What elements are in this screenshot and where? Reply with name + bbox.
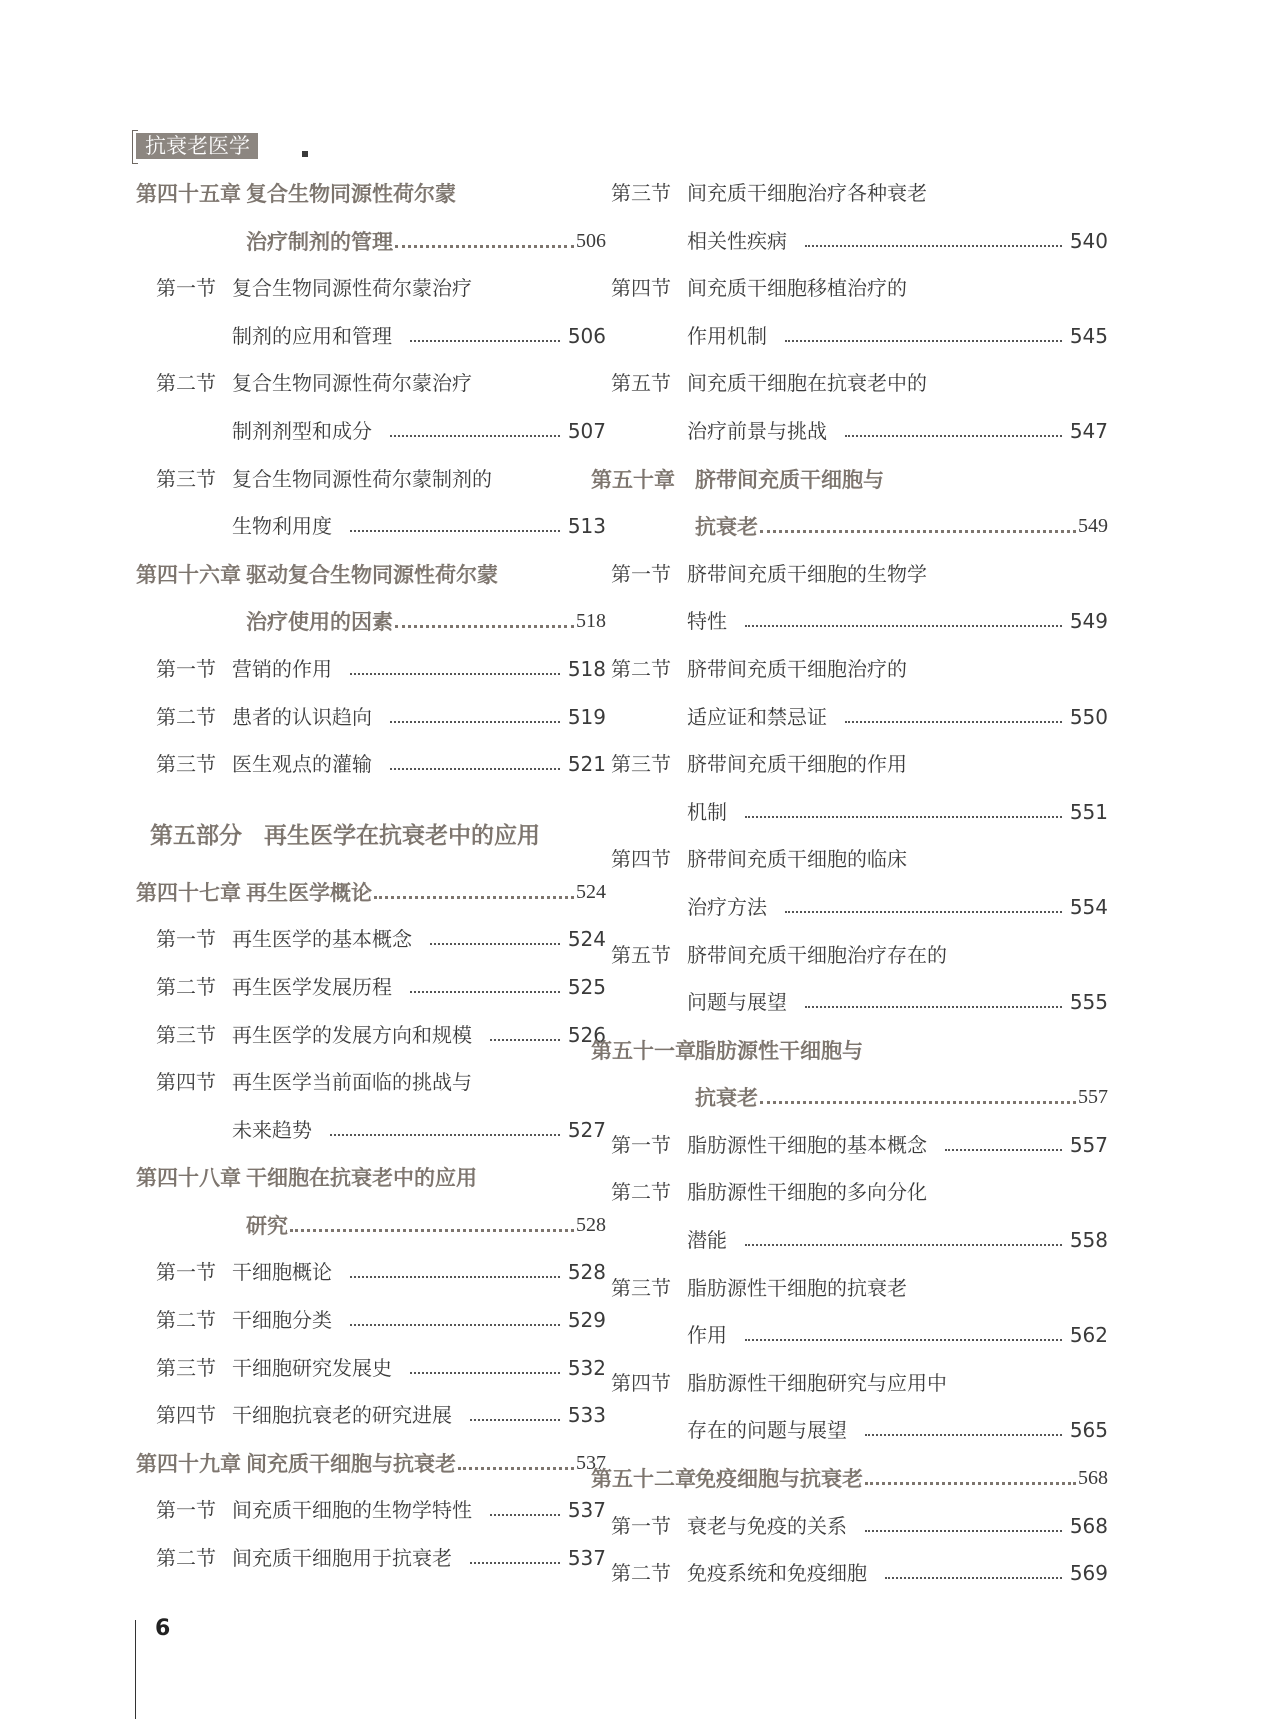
section-entry	[150, 916, 606, 964]
part-label: 第五部分	[150, 821, 242, 849]
section-title-cont: 机制	[687, 799, 727, 824]
section-entry	[150, 1345, 606, 1393]
section-label: 第五节	[611, 371, 671, 396]
section-entry	[150, 1012, 606, 1060]
chapter-label: 第四十五章	[136, 181, 241, 206]
chapter-entry-cont	[650, 503, 1108, 551]
section-title: 脐带间充质干细胞的生物学	[687, 561, 927, 586]
leader-dots	[945, 1149, 1062, 1151]
section-title: 脂肪源性干细胞研究与应用中	[687, 1370, 947, 1395]
leader-dots	[805, 1006, 1062, 1008]
section-title: 脂肪源性干细胞的基本概念	[687, 1132, 927, 1157]
leader-dots	[395, 245, 574, 248]
chapter-label: 第五十章	[591, 466, 675, 492]
section-page: 532	[567, 1355, 606, 1380]
section-entry	[150, 1249, 606, 1297]
leader-dots	[745, 625, 1062, 627]
section-entry	[150, 741, 606, 789]
chapter-title-cont: 治疗使用的因素	[246, 609, 393, 635]
section-title: 衰老与免疫的关系	[687, 1513, 847, 1538]
chapter-entry	[136, 170, 606, 218]
section-title: 患者的认识趋向	[232, 704, 372, 729]
chapter-label: 第四十七章	[136, 879, 241, 905]
chapter-entry	[591, 456, 1108, 504]
section-page: 524	[567, 927, 606, 952]
leader-dots	[760, 530, 1076, 533]
chapter-label: 第四十八章	[136, 1165, 241, 1191]
section-label: 第三节	[611, 1275, 671, 1300]
section-label: 第二节	[156, 371, 216, 396]
section-page: 558	[1069, 1228, 1108, 1253]
section-entry	[150, 265, 606, 313]
section-page: 540	[1069, 228, 1108, 253]
section-label: 第一节	[611, 1132, 671, 1157]
section-page: 525	[567, 974, 606, 999]
section-page: 568	[1069, 1513, 1108, 1538]
section-title: 再生医学的发展方向和规模	[232, 1022, 472, 1047]
section-title: 干细胞抗衰老的研究进展	[232, 1403, 452, 1428]
chapter-title: 免疫细胞与抗衰老	[695, 1466, 863, 1492]
section-label: 第四节	[156, 1403, 216, 1428]
chapter-entry	[136, 1440, 606, 1488]
section-entry-cont	[650, 694, 1108, 742]
leader-dots	[330, 1134, 560, 1136]
section-title: 脐带间充质干细胞的临床	[687, 847, 907, 872]
chapter-page: 568	[1078, 1467, 1108, 1490]
section-entry	[611, 646, 1108, 694]
section-label: 第四节	[156, 1070, 216, 1095]
section-label: 第四节	[611, 276, 671, 301]
section-title-cont: 潜能	[687, 1228, 727, 1253]
leader-dots	[410, 1372, 560, 1374]
margin-rule	[135, 1620, 136, 1719]
leader-dots	[395, 625, 574, 628]
leader-dots	[410, 340, 560, 342]
section-page: 555	[1069, 990, 1108, 1015]
section-title: 间充质干细胞治疗各种衰老	[687, 181, 927, 205]
section-label: 第二节	[156, 1546, 216, 1571]
chapter-entry	[591, 1027, 1108, 1075]
chapter-entry-cont	[150, 1202, 606, 1250]
leader-dots	[805, 245, 1062, 247]
chapter-entry	[591, 1455, 1108, 1503]
section-title: 复合生物同源性荷尔蒙治疗	[232, 276, 472, 301]
section-label: 第一节	[156, 927, 216, 952]
section-entry	[611, 1265, 1108, 1313]
leader-dots	[350, 673, 560, 675]
leader-dots	[760, 1101, 1076, 1104]
chapter-title-cont: 研究	[246, 1212, 288, 1238]
section-entry	[611, 741, 1108, 789]
section-label: 第二节	[156, 1308, 216, 1333]
section-title: 间充质干细胞在抗衰老中的	[687, 371, 927, 396]
leader-dots	[374, 896, 574, 899]
section-page: 507	[567, 418, 606, 443]
leader-dots	[390, 721, 560, 723]
section-page: 562	[1069, 1323, 1108, 1348]
leader-dots	[885, 1577, 1062, 1579]
section-title: 再生医学的基本概念	[232, 927, 412, 952]
chapter-entry-cont	[150, 598, 606, 646]
section-title: 脐带间充质干细胞治疗的	[687, 656, 907, 681]
section-label: 第一节	[611, 1513, 671, 1538]
section-page: 569	[1069, 1561, 1108, 1586]
section-entry-cont	[650, 313, 1108, 361]
leader-dots	[390, 435, 560, 437]
section-label: 第二节	[611, 1561, 671, 1586]
chapter-page: 557	[1078, 1086, 1108, 1109]
section-entry	[150, 646, 606, 694]
chapter-title: 脐带间充质干细胞与	[695, 466, 884, 492]
leader-dots	[745, 1339, 1062, 1341]
section-entry-cont	[150, 503, 606, 551]
section-title: 脂肪源性干细胞的抗衰老	[687, 1275, 907, 1300]
chapter-entry	[136, 551, 606, 599]
section-entry	[611, 1550, 1108, 1598]
section-page: 549	[1069, 609, 1108, 634]
section-entry	[150, 1535, 606, 1583]
section-title-cont: 制剂剂型和成分	[232, 418, 372, 443]
section-entry	[611, 551, 1108, 599]
section-label: 第二节	[156, 704, 216, 729]
chapter-entry-cont	[650, 1074, 1108, 1122]
section-entry	[611, 360, 1108, 408]
section-label: 第一节	[611, 561, 671, 586]
leader-dots	[845, 721, 1062, 723]
section-title: 再生医学发展历程	[232, 974, 392, 999]
section-label: 第三节	[156, 1355, 216, 1380]
section-title: 医生观点的灌输	[232, 752, 372, 777]
section-entry	[611, 170, 1108, 218]
section-title-cont: 治疗方法	[687, 894, 767, 919]
part-heading	[150, 815, 606, 869]
leader-dots	[290, 1229, 574, 1232]
section-entry	[150, 1059, 606, 1107]
section-label: 第四节	[611, 1370, 671, 1395]
leader-dots	[785, 911, 1062, 913]
section-title: 复合生物同源性荷尔蒙治疗	[232, 371, 472, 396]
leader-dots	[458, 1467, 574, 1470]
section-label: 第二节	[611, 656, 671, 681]
section-title: 间充质干细胞用于抗衰老	[232, 1546, 452, 1571]
section-title: 脂肪源性干细胞的多向分化	[687, 1180, 927, 1205]
page-number: 6	[155, 1616, 171, 1641]
section-page: 545	[1069, 323, 1108, 348]
section-entry	[611, 1360, 1108, 1408]
leader-dots	[865, 1530, 1062, 1532]
section-label: 第三节	[611, 181, 671, 205]
section-title: 再生医学当前面临的挑战与	[232, 1070, 472, 1095]
leader-dots	[470, 1419, 560, 1421]
section-page: 554	[1069, 894, 1108, 919]
section-label: 第一节	[156, 656, 216, 681]
section-title-cont: 适应证和禁忌证	[687, 704, 827, 729]
section-title-cont: 作用	[687, 1323, 727, 1348]
section-title: 间充质干细胞的生物学特性	[232, 1498, 472, 1523]
section-title-cont: 未来趋势	[232, 1117, 312, 1142]
section-label: 第一节	[156, 276, 216, 301]
leader-dots	[745, 816, 1062, 818]
leader-dots	[430, 943, 560, 945]
section-page: 513	[567, 514, 606, 539]
section-title-cont: 制剂的应用和管理	[232, 323, 392, 348]
section-entry	[150, 1297, 606, 1345]
chapter-page: 528	[576, 1213, 606, 1236]
chapter-page: 549	[1078, 515, 1108, 538]
chapter-title-cont: 抗衰老	[695, 1085, 758, 1111]
chapter-title-cont: 抗衰老	[695, 514, 758, 540]
section-title-cont: 特性	[687, 609, 727, 634]
section-page: 547	[1069, 418, 1108, 443]
leader-dots	[490, 1039, 560, 1041]
chapter-label: 第四十九章	[136, 1450, 241, 1476]
chapter-page: 506	[576, 229, 606, 252]
leader-dots	[350, 1324, 560, 1326]
section-entry-cont	[650, 1312, 1108, 1360]
section-entry	[611, 265, 1108, 313]
section-title: 干细胞概论	[232, 1260, 332, 1285]
section-entry-cont	[650, 1407, 1108, 1455]
section-entry	[611, 932, 1108, 980]
section-label: 第一节	[156, 1260, 216, 1285]
section-page: 521	[567, 752, 606, 777]
section-entry-cont	[650, 789, 1108, 837]
section-title: 干细胞分类	[232, 1308, 332, 1333]
chapter-entry-cont	[150, 218, 606, 266]
section-entry-cont	[150, 408, 606, 456]
chapter-title-cont: 治疗制剂的管理	[246, 228, 393, 254]
leader-dots	[350, 1276, 560, 1278]
section-entry-cont	[650, 218, 1108, 266]
book-title: 抗衰老医学	[136, 133, 258, 159]
section-entry	[150, 694, 606, 742]
chapter-title: 间充质干细胞与抗衰老	[246, 1450, 456, 1476]
section-title-cont: 问题与展望	[687, 990, 787, 1015]
section-entry	[150, 360, 606, 408]
section-page: 529	[567, 1308, 606, 1333]
chapter-title: 脂肪源性干细胞与	[695, 1037, 863, 1063]
section-entry	[611, 1503, 1108, 1551]
section-title: 脐带间充质干细胞的作用	[687, 752, 907, 777]
part-title: 再生医学在抗衰老中的应用	[264, 821, 540, 849]
section-page: 551	[1069, 799, 1108, 824]
section-page: 506	[567, 323, 606, 348]
section-label: 第三节	[156, 1022, 216, 1047]
section-entry-cont	[150, 313, 606, 361]
section-page: 550	[1069, 704, 1108, 729]
leader-dots	[350, 530, 560, 532]
section-entry-cont	[650, 884, 1108, 932]
section-entry-cont	[650, 408, 1108, 456]
header-dot	[302, 151, 308, 157]
section-label: 第四节	[611, 847, 671, 872]
leader-dots	[785, 340, 1062, 342]
section-entry	[611, 836, 1108, 884]
section-page: 537	[567, 1546, 606, 1571]
chapter-page: 524	[576, 880, 606, 903]
section-label: 第三节	[156, 466, 216, 491]
leader-dots	[865, 1482, 1076, 1485]
section-entry	[150, 456, 606, 504]
section-title-cont: 存在的问题与展望	[687, 1418, 847, 1443]
section-label: 第五节	[611, 942, 671, 967]
section-title: 间充质干细胞移植治疗的	[687, 276, 907, 301]
leader-dots	[410, 991, 560, 993]
section-entry-cont	[650, 979, 1108, 1027]
leader-dots	[490, 1514, 560, 1516]
section-entry-cont	[650, 1217, 1108, 1265]
section-page: 519	[567, 704, 606, 729]
chapter-label: 第四十六章	[136, 561, 241, 587]
section-page: 565	[1069, 1418, 1108, 1443]
section-page: 527	[567, 1117, 606, 1142]
section-page: 557	[1069, 1132, 1108, 1157]
chapter-title: 再生医学概论	[246, 879, 372, 905]
chapter-page: 537	[576, 1451, 606, 1474]
toc-left-column	[136, 170, 606, 1583]
section-title-cont: 生物利用度	[232, 514, 332, 539]
chapter-title: 干细胞在抗衰老中的应用	[246, 1165, 477, 1191]
section-title-cont: 相关性疾病	[687, 228, 787, 253]
leader-dots	[470, 1562, 560, 1564]
section-label: 第二节	[156, 974, 216, 999]
chapter-title: 复合生物同源性荷尔蒙	[246, 181, 456, 206]
section-entry	[150, 1487, 606, 1535]
section-title: 复合生物同源性荷尔蒙制剂的	[232, 466, 492, 491]
chapter-label: 第五十一章	[591, 1037, 696, 1063]
section-label: 第二节	[611, 1180, 671, 1205]
section-label: 第一节	[156, 1498, 216, 1523]
section-title: 脐带间充质干细胞治疗存在的	[687, 942, 947, 967]
section-title: 干细胞研究发展史	[232, 1355, 392, 1380]
section-title-cont: 治疗前景与挑战	[687, 418, 827, 443]
chapter-entry	[136, 1154, 606, 1202]
chapter-label: 第五十二章	[591, 1466, 696, 1492]
chapter-page: 518	[576, 610, 606, 633]
section-label: 第三节	[156, 752, 216, 777]
section-page: 526	[567, 1022, 606, 1047]
leader-dots	[390, 768, 560, 770]
section-label: 第三节	[611, 752, 671, 777]
section-page: 533	[567, 1403, 606, 1428]
section-title: 免疫系统和免疫细胞	[687, 1561, 867, 1586]
chapter-title: 驱动复合生物同源性荷尔蒙	[246, 561, 498, 587]
section-entry-cont	[150, 1107, 606, 1155]
section-title: 营销的作用	[232, 656, 332, 681]
section-entry	[150, 964, 606, 1012]
section-entry	[611, 1122, 1108, 1170]
section-page: 518	[567, 656, 606, 681]
section-title-cont: 作用机制	[687, 323, 767, 348]
chapter-entry	[136, 869, 606, 917]
leader-dots	[845, 435, 1062, 437]
section-entry	[150, 1392, 606, 1440]
leader-dots	[745, 1244, 1062, 1246]
section-entry-cont	[650, 598, 1108, 646]
section-page: 537	[567, 1498, 606, 1523]
section-page: 528	[567, 1260, 606, 1285]
leader-dots	[865, 1434, 1062, 1436]
section-entry	[611, 1169, 1108, 1217]
